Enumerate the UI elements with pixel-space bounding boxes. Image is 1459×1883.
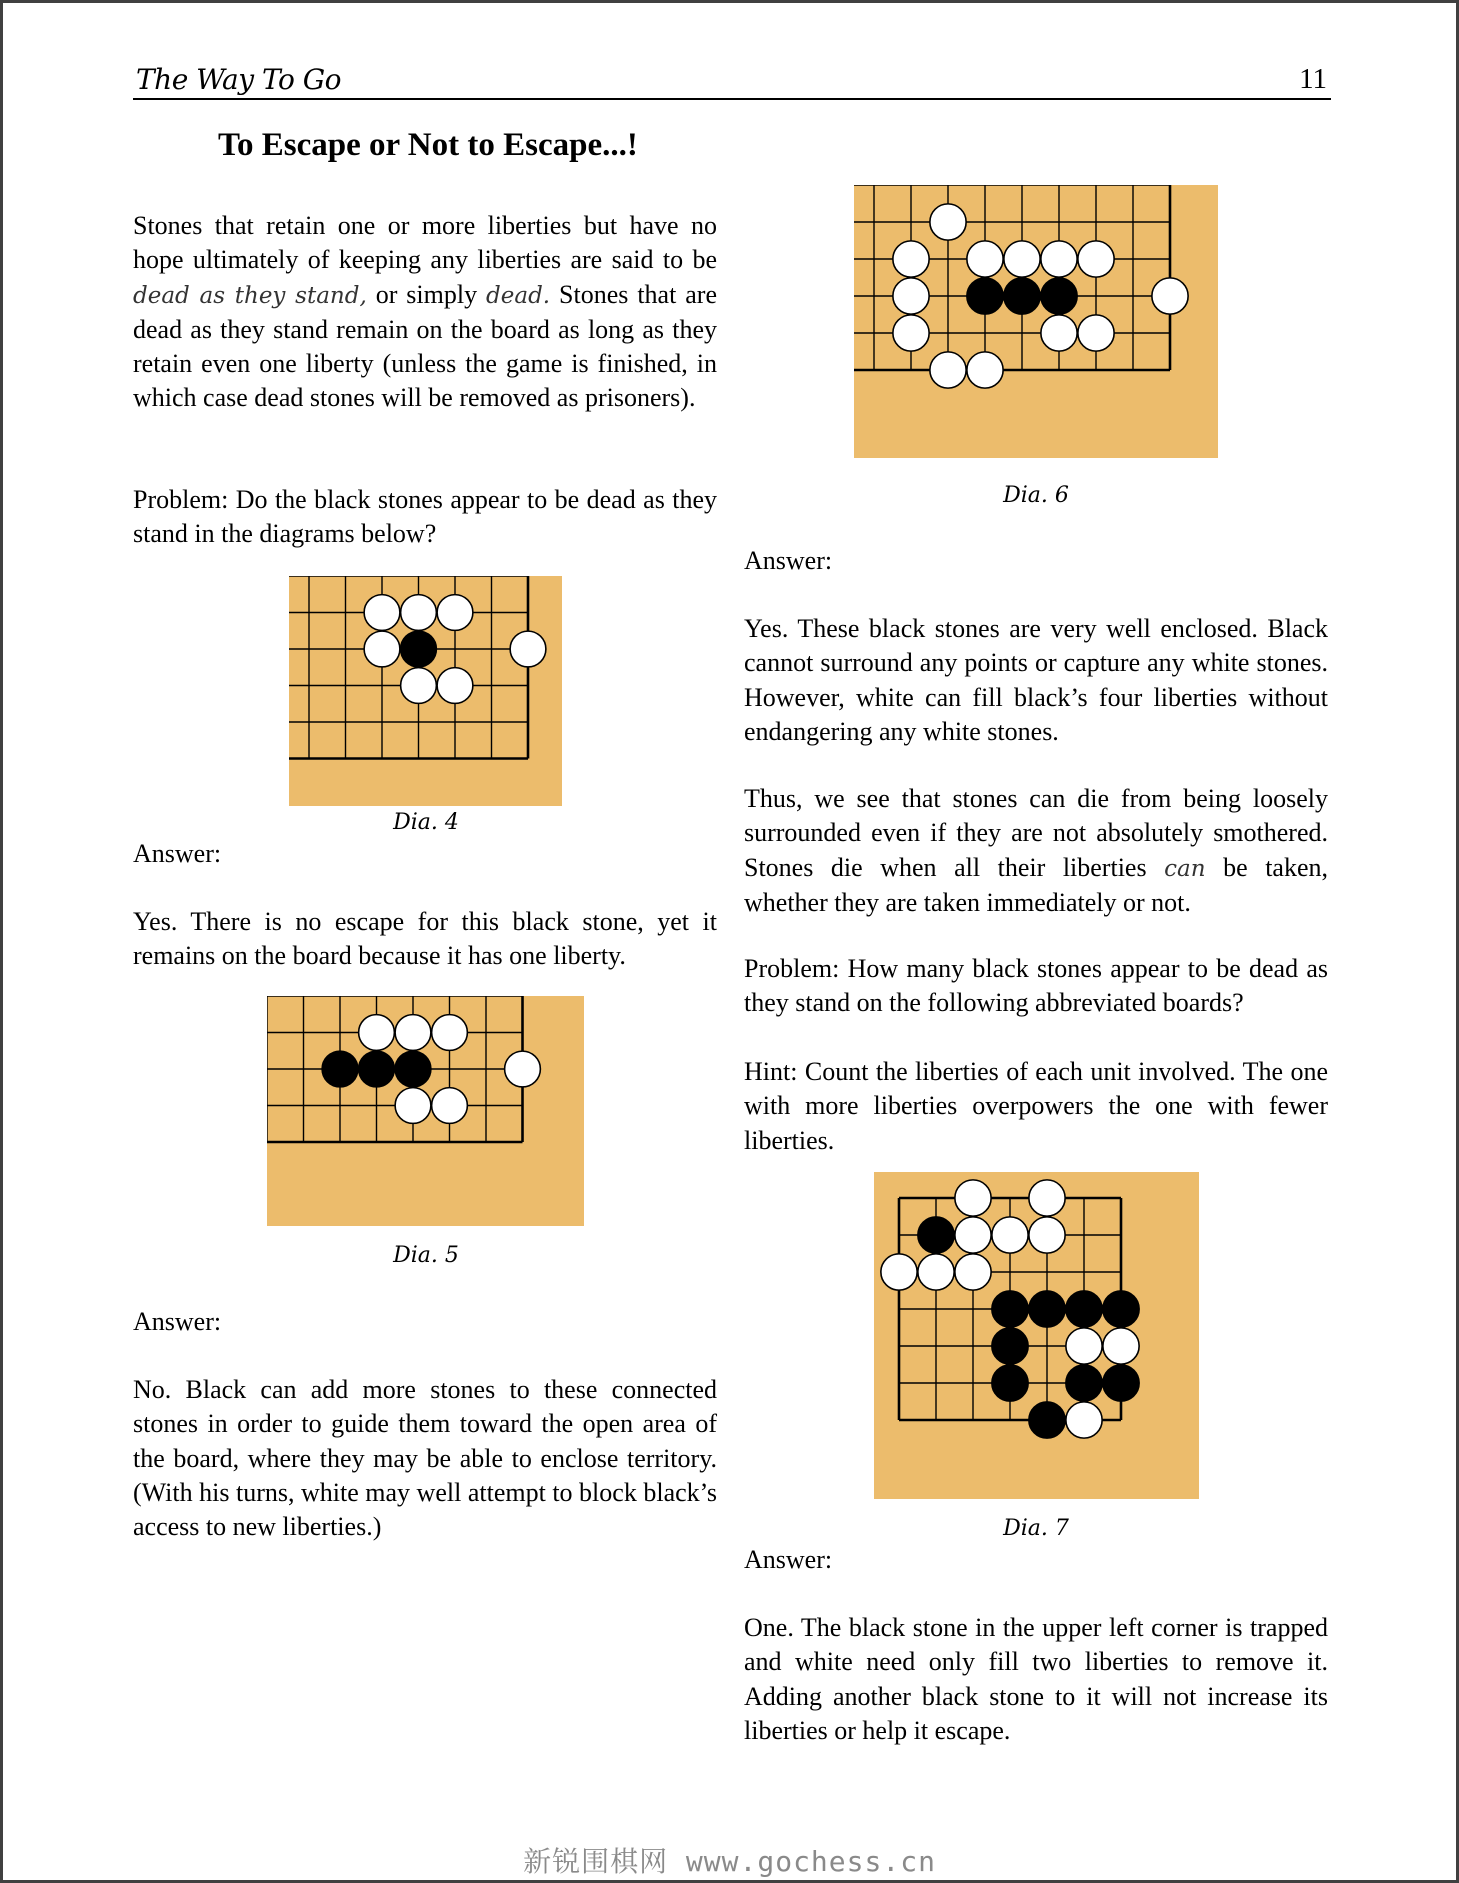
white-stone — [1152, 278, 1188, 314]
white-stone — [1103, 1328, 1139, 1364]
intro-paragraph: Stones that retain one or more liberties but have no hope ultimately of keeping any liberties are said to be dead as they stand, or simply dead. Stones that are dead as they stand remain on the board as long as they retain even one liberty (unless the game is finished, in which case dead stones will be removed as prisoners). — [133, 211, 717, 413]
caption-dia5: Dia. 5 — [393, 1243, 459, 1268]
term-can: can — [1164, 855, 1206, 882]
white-stone — [505, 1051, 541, 1087]
hint-paragraph: Hint: Count the liberties of each unit involved. The one with more liberties overpowers the one with fewer liberties. — [744, 1057, 1328, 1155]
problem-paragraph: Problem: Do the black stones appear to be dead as they stand in the diagrams below? — [133, 485, 717, 549]
go-board-dia5 — [267, 996, 584, 1226]
white-stone — [1041, 315, 1077, 351]
white-stone — [967, 352, 1003, 388]
book-title: The Way To Go — [136, 63, 341, 96]
go-board-dia6 — [854, 185, 1218, 458]
black-stone — [1029, 1291, 1065, 1327]
black-stone — [1066, 1365, 1102, 1401]
term-dead-as-they-stand: dead as they stand, — [133, 282, 367, 309]
white-stone — [992, 1217, 1028, 1253]
white-stone — [1041, 241, 1077, 277]
white-stone — [401, 595, 437, 631]
white-stone — [437, 595, 473, 631]
black-stone — [1029, 1402, 1065, 1438]
term-dead: dead. — [486, 282, 551, 309]
problem2-paragraph: Problem: How many black stones appear to be dead as they stand on the following abbreviated boards? — [744, 954, 1328, 1018]
white-stone — [359, 1015, 395, 1051]
white-stone — [930, 204, 966, 240]
page-number: 11 — [1299, 63, 1327, 95]
white-stone — [1004, 241, 1040, 277]
black-stone — [359, 1051, 395, 1087]
caption-dia7: Dia. 7 — [1003, 1516, 1069, 1541]
white-stone — [893, 241, 929, 277]
go-board-dia4 — [289, 576, 562, 806]
white-stone — [1078, 315, 1114, 351]
white-stone — [395, 1015, 431, 1051]
black-stone — [992, 1328, 1028, 1364]
black-stone — [992, 1365, 1028, 1401]
white-stone — [893, 315, 929, 351]
black-stone — [1041, 278, 1077, 314]
white-stone — [955, 1217, 991, 1253]
white-stone — [1029, 1180, 1065, 1216]
white-stone — [432, 1015, 468, 1051]
dia4-answer-label: Answer: — [133, 839, 222, 868]
running-header — [133, 60, 1331, 100]
footer-watermark: 新锐围棋网 www.gochess.cn — [523, 1845, 936, 1878]
white-stone — [893, 278, 929, 314]
section-heading: To Escape or Not to Escape...! — [218, 127, 638, 163]
white-stone — [432, 1088, 468, 1124]
white-stone — [437, 668, 473, 704]
black-stone — [1103, 1365, 1139, 1401]
dia5-answer-label: Answer: — [133, 1307, 222, 1336]
conclusion-paragraph: Thus, we see that stones can die from being loosely surrounded even if they are not absolutely smothered. Stones die when all their liberties can be taken, whether they are taken immediately or not. — [744, 784, 1328, 917]
go-board-dia7 — [874, 1172, 1199, 1499]
white-stone — [1066, 1328, 1102, 1364]
dia6-answer: Yes. These black stones are very well enclosed. Black cannot surround any points or capture any white stones. However, white can fill black’s four liberties without endangering any white stones. — [744, 614, 1328, 746]
white-stone — [510, 631, 546, 667]
dia6-answer-label: Answer: — [744, 546, 833, 575]
caption-dia6: Dia. 6 — [1003, 483, 1069, 508]
white-stone — [1066, 1402, 1102, 1438]
black-stone — [395, 1051, 431, 1087]
dia4-answer: Yes. There is no escape for this black stone, yet it remains on the board because it has one liberty. — [133, 907, 717, 971]
black-stone — [967, 278, 1003, 314]
white-stone — [881, 1254, 917, 1290]
black-stone — [322, 1051, 358, 1087]
white-stone — [364, 595, 400, 631]
black-stone — [918, 1217, 954, 1253]
white-stone — [955, 1180, 991, 1216]
white-stone — [395, 1088, 431, 1124]
dia7-answer: One. The black stone in the upper left corner is trapped and white need only fill two liberties to remove it. Adding another black stone to it will not increase its liberties or help it escape. — [744, 1613, 1328, 1745]
white-stone — [930, 352, 966, 388]
black-stone — [401, 631, 437, 667]
black-stone — [1004, 278, 1040, 314]
black-stone — [992, 1291, 1028, 1327]
white-stone — [1029, 1217, 1065, 1253]
white-stone — [364, 631, 400, 667]
white-stone — [401, 668, 437, 704]
caption-dia4: Dia. 4 — [393, 810, 459, 835]
white-stone — [955, 1254, 991, 1290]
black-stone — [1103, 1291, 1139, 1327]
white-stone — [1078, 241, 1114, 277]
black-stone — [1066, 1291, 1102, 1327]
white-stone — [967, 241, 1003, 277]
dia7-answer-label: Answer: — [744, 1545, 833, 1574]
dia5-answer: No. Black can add more stones to these connected stones in order to guide them toward the open area of the board, where they may be able to enclose territory. (With his turns, white may well attempt to block black’s access to new liberties.) — [133, 1375, 717, 1542]
white-stone — [918, 1254, 954, 1290]
